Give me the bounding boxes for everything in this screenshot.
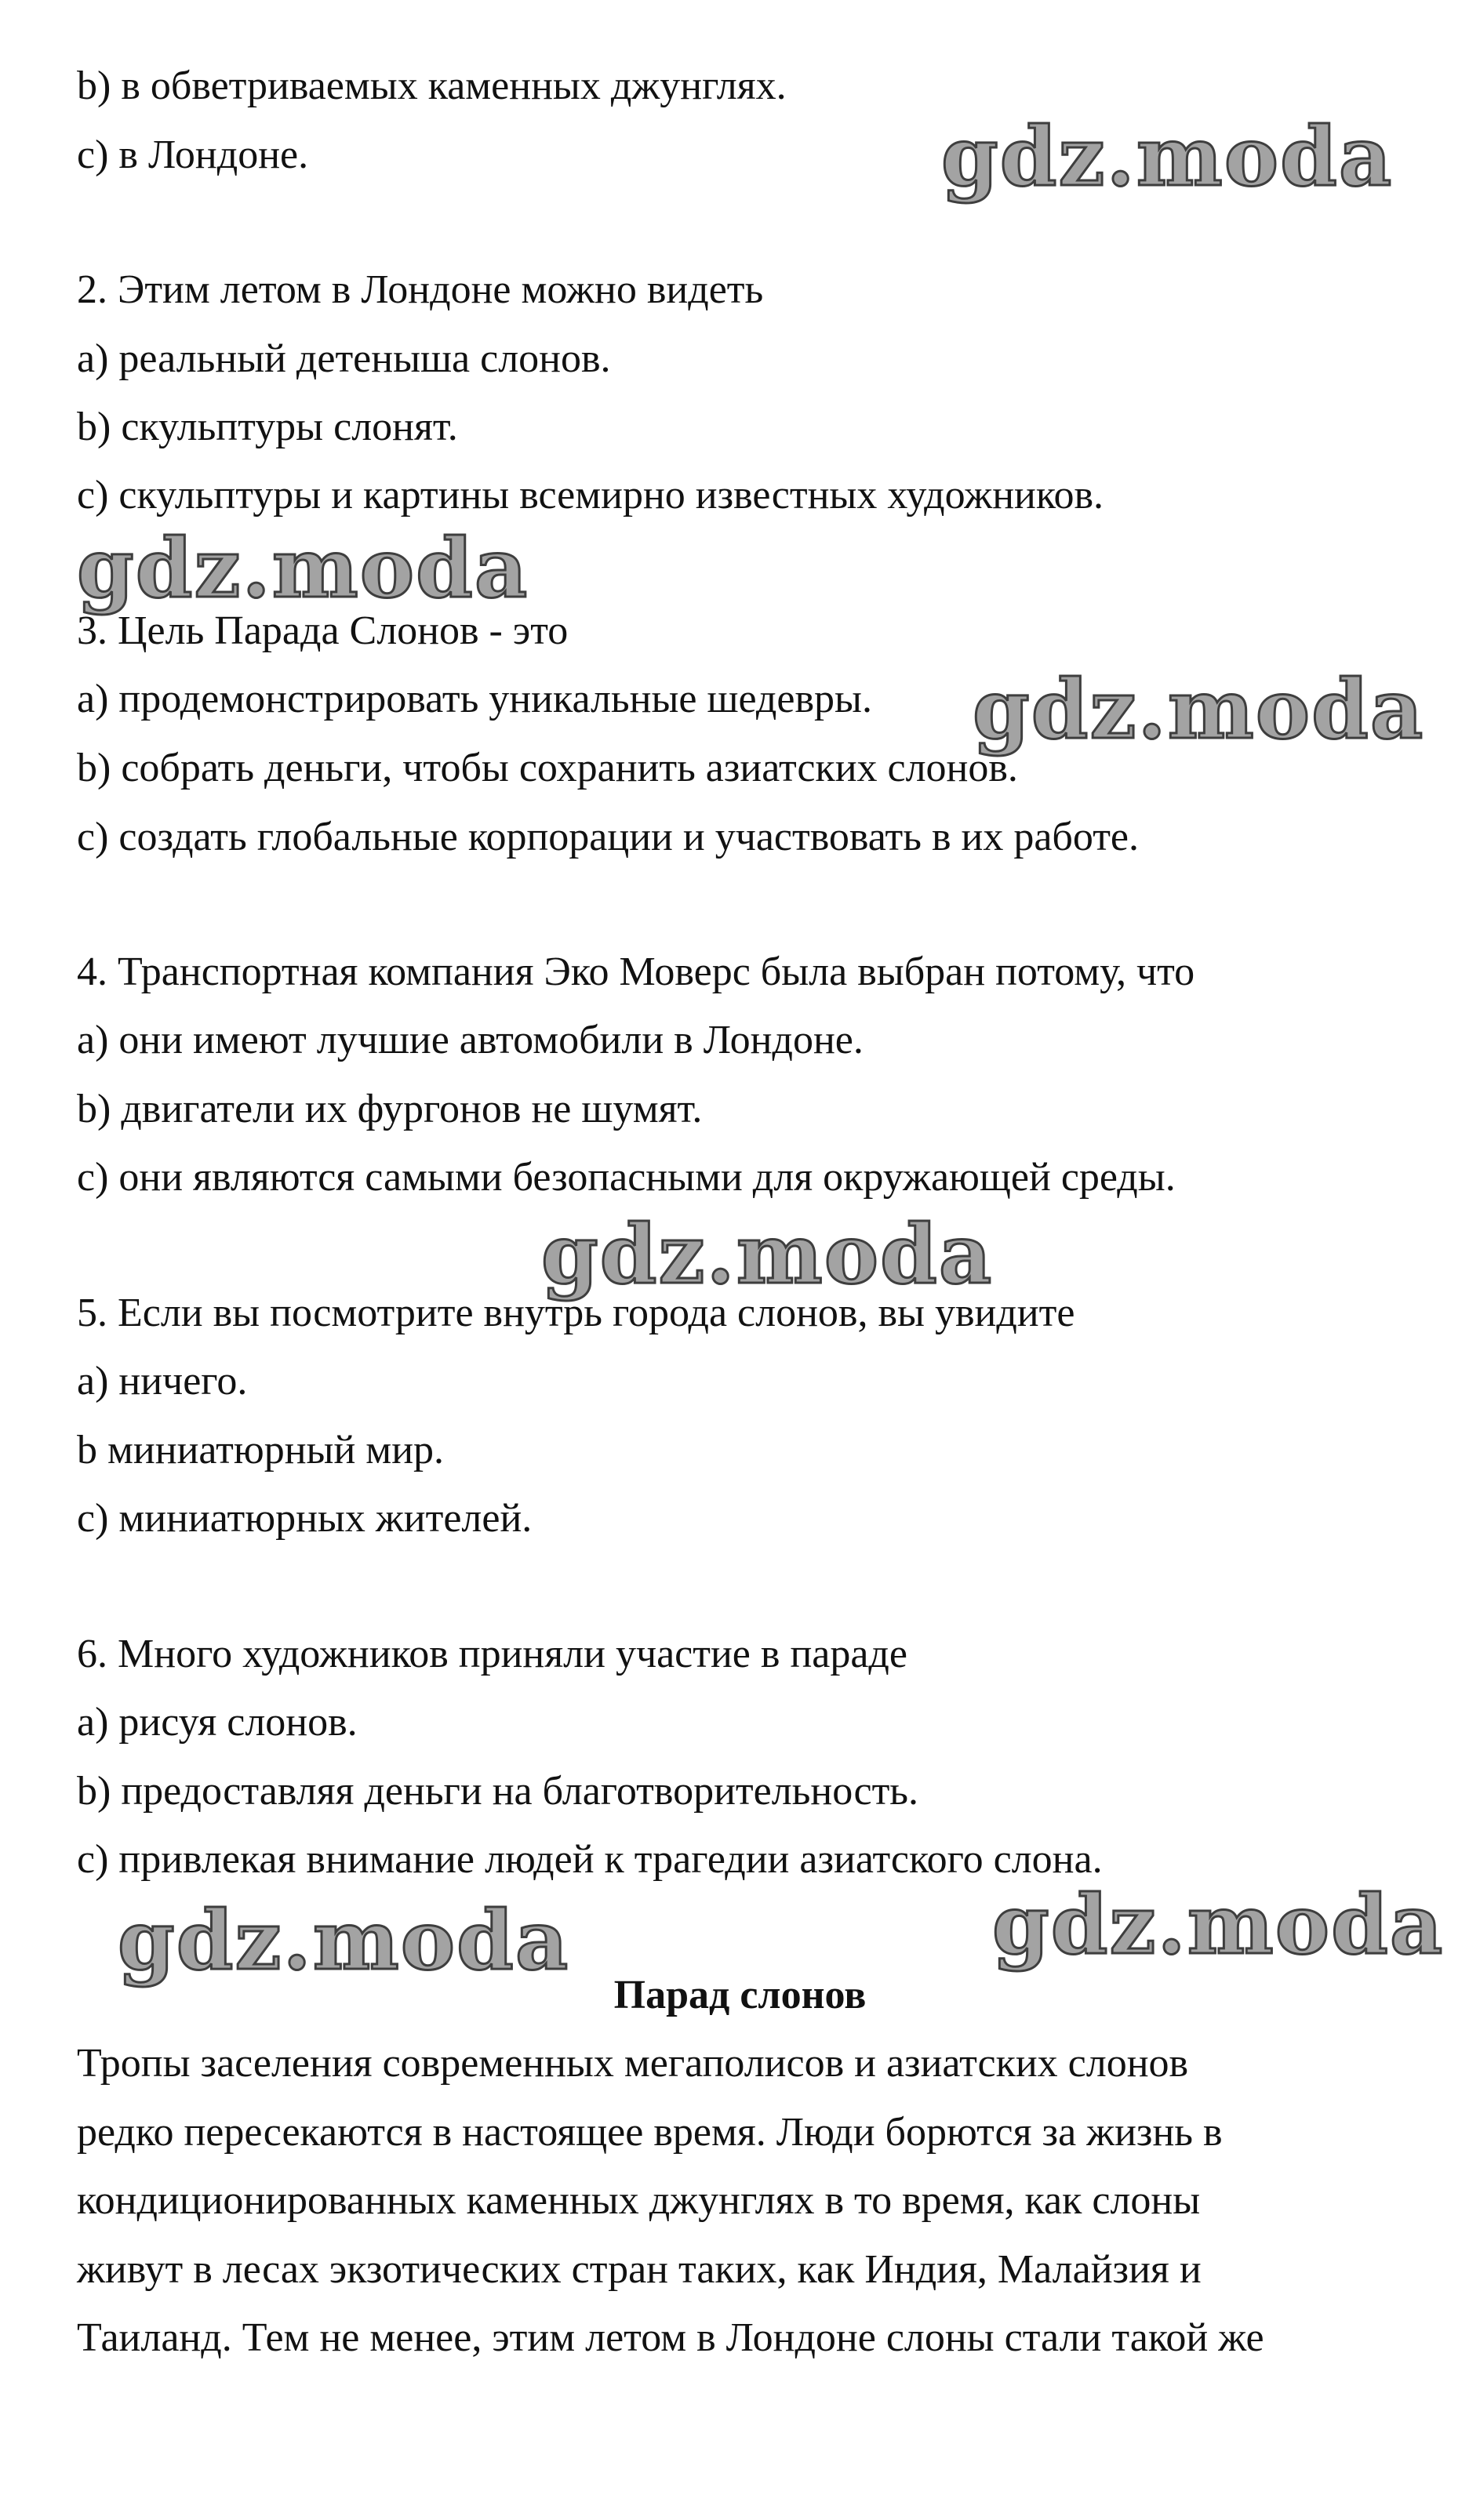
q2-stem: 2. Этим летом в Лондоне можно видеть bbox=[77, 267, 764, 312]
watermark-logo: gdz.moda bbox=[77, 520, 529, 616]
q6-option-b: b) предоставляя деньги на благотворительность. bbox=[77, 1769, 919, 1814]
q6-option-a: a) рисуя слонов. bbox=[77, 1700, 358, 1745]
q4-option-a: a) они имеют лучшие автомобили в Лондоне. bbox=[77, 1018, 864, 1062]
q4-stem: 4. Транспортная компания Эко Моверс была выбран потому, что bbox=[77, 950, 1195, 994]
article-line: Таиланд. Тем не менее, этим летом в Лондоне слоны стали такой же bbox=[77, 2315, 1264, 2360]
watermark-logo: gdz.moda bbox=[941, 108, 1394, 205]
watermark-logo: gdz.moda bbox=[973, 661, 1425, 757]
q5-option-b: b миниатюрный мир. bbox=[77, 1428, 445, 1472]
q5-option-a: a) ничего. bbox=[77, 1359, 248, 1403]
article-line: кондиционированных каменных джунглях в то время, как слоны bbox=[77, 2178, 1201, 2223]
q3-stem: 3. Цель Парада Слонов - это bbox=[77, 608, 569, 653]
q5-option-c: c) миниатюрных жителей. bbox=[77, 1496, 533, 1541]
watermark-logo: gdz.moda bbox=[541, 1206, 994, 1302]
article-line: Тропы заселения современных мегаполисов и азиатских слонов bbox=[77, 2041, 1189, 2086]
q5-stem: 5. Если вы посмотрите внутрь города слонов, вы увидите bbox=[77, 1291, 1075, 1335]
article-line: редко пересекаются в настоящее время. Люди борются за жизнь в bbox=[77, 2110, 1223, 2155]
q1-option-b: b) в обветриваемых каменных джунглях. bbox=[77, 64, 787, 108]
q2-option-a: a) реальный детеныша слонов. bbox=[77, 336, 611, 381]
q1-option-c: c) в Лондоне. bbox=[77, 133, 309, 177]
article-title: Парад слонов bbox=[613, 1973, 867, 2017]
q3-option-b: b) собрать деньги, чтобы сохранить азиатских слонов. bbox=[77, 746, 1018, 790]
q2-option-c: c) скульптуры и картины всемирно известных художников. bbox=[77, 473, 1104, 517]
article-line: живут в лесах экзотических стран таких, как Индия, Малайзия и bbox=[77, 2247, 1202, 2292]
watermark-logo: gdz.moda bbox=[992, 1876, 1445, 1973]
q4-option-b: b) двигатели их фургонов не шумят. bbox=[77, 1087, 703, 1131]
q3-option-a: a) продемонстрировать уникальные шедевры. bbox=[77, 677, 872, 721]
q4-option-c: c) они являются самыми безопасными для окружающей среды. bbox=[77, 1155, 1176, 1200]
q6-option-c: c) привлекая внимание людей к трагедии азиатского слона. bbox=[77, 1837, 1103, 1882]
q6-stem: 6. Много художников приняли участие в параде bbox=[77, 1632, 907, 1676]
watermark-logo: gdz.moda bbox=[118, 1892, 570, 1988]
q3-option-c: c) создать глобальные корпорации и участвовать в их работе. bbox=[77, 815, 1140, 859]
q2-option-b: b) скульптуры слонят. bbox=[77, 405, 458, 449]
